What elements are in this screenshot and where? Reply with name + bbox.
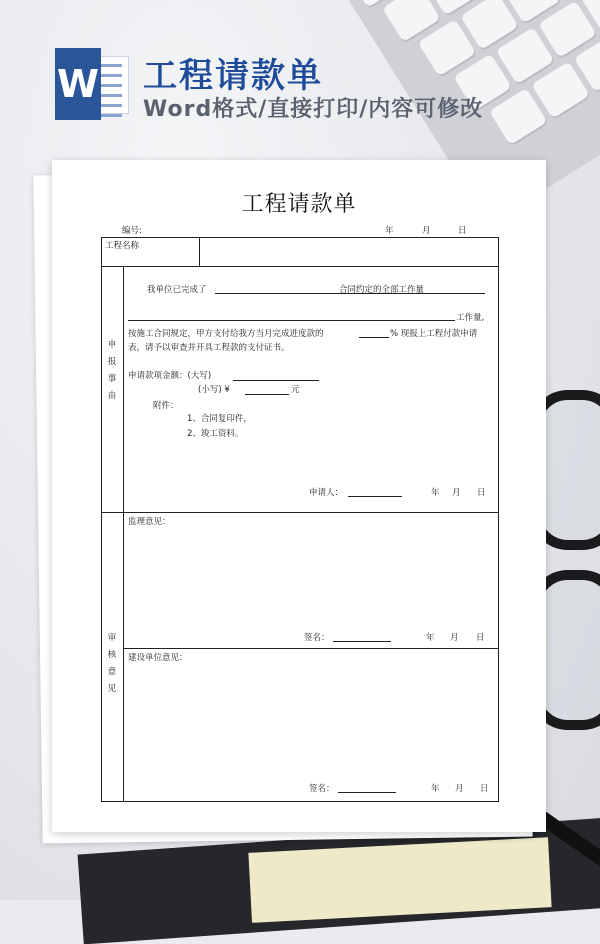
supervision-date-day: 日 (476, 633, 485, 643)
amount-unit: 元 (291, 385, 300, 395)
supervision-sign-field[interactable] (333, 641, 391, 642)
owner-opinion-field[interactable] (128, 666, 493, 766)
apply-line2-suffix: 工作量, (456, 313, 485, 323)
owner-date-day: 日 (480, 784, 489, 794)
attach-item-2: 2、竣工资料。 (187, 429, 244, 439)
attach-label: 附件： (153, 401, 179, 411)
apply-date-month: 月 (452, 488, 461, 498)
supervision-sign-label: 签名： (304, 633, 330, 643)
percent-field[interactable] (359, 337, 389, 338)
supervision-date-month: 月 (450, 633, 459, 643)
apply-para-line2: 表，请予以审查并开具工程款的支付证书。 (128, 343, 290, 353)
supervision-opinion-field[interactable] (128, 530, 493, 620)
date-year: 年 (385, 226, 394, 236)
amount-label: 申请款项金额：(大写) (128, 371, 212, 381)
word-doc-icon (55, 48, 130, 120)
apply-line1-prefix: 我单位已完成了 (147, 285, 207, 295)
amount-small-label: (小写) ¥ (198, 385, 230, 395)
attach-item-1: 1、合同复印件， (187, 414, 252, 424)
project-name-field[interactable] (202, 240, 494, 264)
number-label: 编号: (122, 226, 142, 236)
supervision-date-year: 年 (426, 633, 435, 643)
apply-para-line1: 按施工合同规定，甲方支付给我方当月完成进度款的 (128, 329, 324, 339)
applicant-field[interactable] (348, 496, 402, 497)
date-month: 月 (422, 226, 431, 236)
supervision-label: 监理意见： (128, 517, 171, 527)
owner-sign-field[interactable] (338, 792, 396, 793)
apply-para-percent: % 现报上工程付款申请 (390, 329, 478, 339)
owner-label: 建设单位意见： (128, 653, 188, 663)
section-apply-label: 申报事由 (107, 340, 117, 401)
amount-uppercase-field[interactable] (233, 380, 319, 381)
section-review-label: 审核意见 (107, 633, 117, 694)
workload-field[interactable] (128, 320, 455, 321)
form-title: 工程请款单 (241, 192, 357, 217)
apply-date-day: 日 (477, 488, 486, 498)
document-paper (52, 160, 546, 832)
page-title: 工程请款单 (143, 56, 323, 96)
owner-sign-label: 签名： (309, 784, 335, 794)
owner-date-year: 年 (431, 784, 440, 794)
owner-date-month: 月 (455, 784, 464, 794)
page-subtitle: Word格式/直接打印/内容可修改 (143, 97, 484, 122)
date-day: 日 (458, 226, 467, 236)
amount-number-field[interactable] (245, 394, 289, 395)
word-letter: W (55, 48, 101, 120)
apply-date-year: 年 (431, 488, 440, 498)
project-name-label: 工程名称 (105, 241, 140, 251)
applicant-label: 申请人： (309, 488, 344, 498)
apply-line1-suffix: 合同约定的全部工作量 (339, 285, 425, 295)
